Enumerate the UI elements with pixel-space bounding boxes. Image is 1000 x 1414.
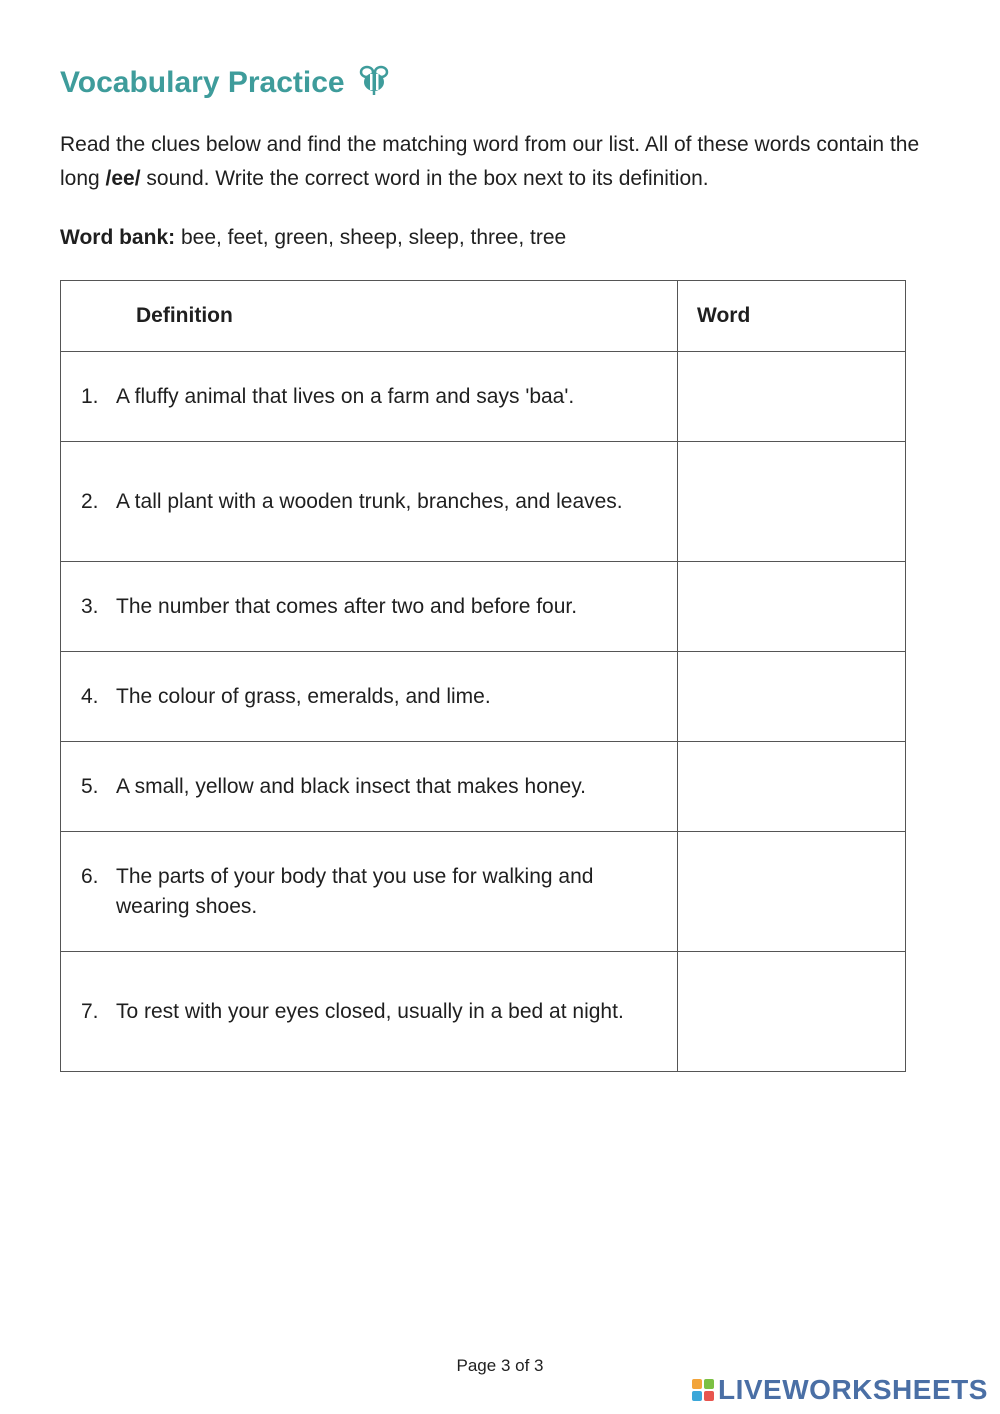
answer-cell (678, 652, 906, 742)
logo-square (704, 1391, 714, 1401)
brand-name: LIVEWORKSHEETS (718, 1374, 988, 1405)
answer-input-3[interactable] (678, 562, 905, 651)
table-row (61, 562, 906, 652)
definition-header: Definition (61, 281, 678, 352)
logo-square (692, 1391, 702, 1401)
title-text: Vocabulary Practice (60, 66, 345, 99)
definition-text: The colour of grass, emeralds, and lime. (116, 684, 491, 708)
answer-input-5[interactable] (678, 742, 905, 831)
definition-cell (61, 832, 678, 952)
row-number: 2. (81, 489, 99, 513)
definition-cell (61, 562, 678, 652)
answer-input-4[interactable] (678, 652, 905, 741)
word-bank (60, 222, 566, 254)
definition-cell (61, 742, 678, 832)
answer-cell (678, 742, 906, 832)
answer-input-7[interactable] (678, 952, 905, 1071)
instructions-text-1: Read the clues below and find the matching word from our list. All of these words contain the long (60, 133, 920, 190)
row-number: 3. (81, 594, 99, 618)
page-number: Page 3 of 3 (456, 1356, 544, 1375)
liveworksheets-logo-icon (692, 1379, 714, 1401)
row-number: 5. (81, 774, 99, 798)
definition-text: A tall plant with a wooden trunk, branches, and leaves. (116, 489, 623, 513)
table-row (61, 442, 906, 562)
answer-cell (678, 952, 906, 1072)
logo-square (692, 1379, 702, 1389)
answer-cell (678, 442, 906, 562)
row-number: 6. (81, 864, 99, 888)
answer-cell (678, 562, 906, 652)
answer-cell (678, 352, 906, 442)
sound-label: /ee/ (105, 167, 141, 190)
answer-input-2[interactable] (678, 442, 905, 561)
word-bank-words: bee, feet, green, sheep, sleep, three, tree (175, 226, 567, 249)
table-row (61, 832, 906, 952)
definition-text: The parts of your body that you use for walking and wearing shoes. (116, 864, 594, 918)
table-row (61, 952, 906, 1072)
row-number: 1. (81, 384, 99, 408)
table-row (61, 742, 906, 832)
table-header-row (61, 281, 906, 352)
definition-text: A fluffy animal that lives on a farm and says 'baa'. (116, 384, 575, 408)
answer-cell (678, 832, 906, 952)
row-number: 7. (81, 999, 99, 1023)
page-title (60, 62, 391, 104)
definition-text: To rest with your eyes closed, usually in a bed at night. (116, 999, 624, 1023)
liveworksheets-logo (692, 1374, 988, 1406)
logo-square (704, 1379, 714, 1389)
definition-cell (61, 652, 678, 742)
definition-cell (61, 952, 678, 1072)
row-number: 4. (81, 684, 99, 708)
vocabulary-table (60, 280, 906, 1072)
instructions (60, 128, 940, 196)
word-header: Word (678, 281, 906, 352)
table-row (61, 352, 906, 442)
answer-input-1[interactable] (678, 352, 905, 441)
word-bank-label: Word bank: (60, 226, 176, 249)
definition-text: A small, yellow and black insect that makes honey. (116, 774, 587, 798)
bee-icon (357, 62, 391, 104)
definition-cell (61, 352, 678, 442)
instructions-text-2: sound. Write the correct word in the box next to its definition. (140, 167, 709, 190)
definition-cell (61, 442, 678, 562)
table-row (61, 652, 906, 742)
definition-text: The number that comes after two and before four. (116, 594, 578, 618)
answer-input-6[interactable] (678, 832, 905, 951)
